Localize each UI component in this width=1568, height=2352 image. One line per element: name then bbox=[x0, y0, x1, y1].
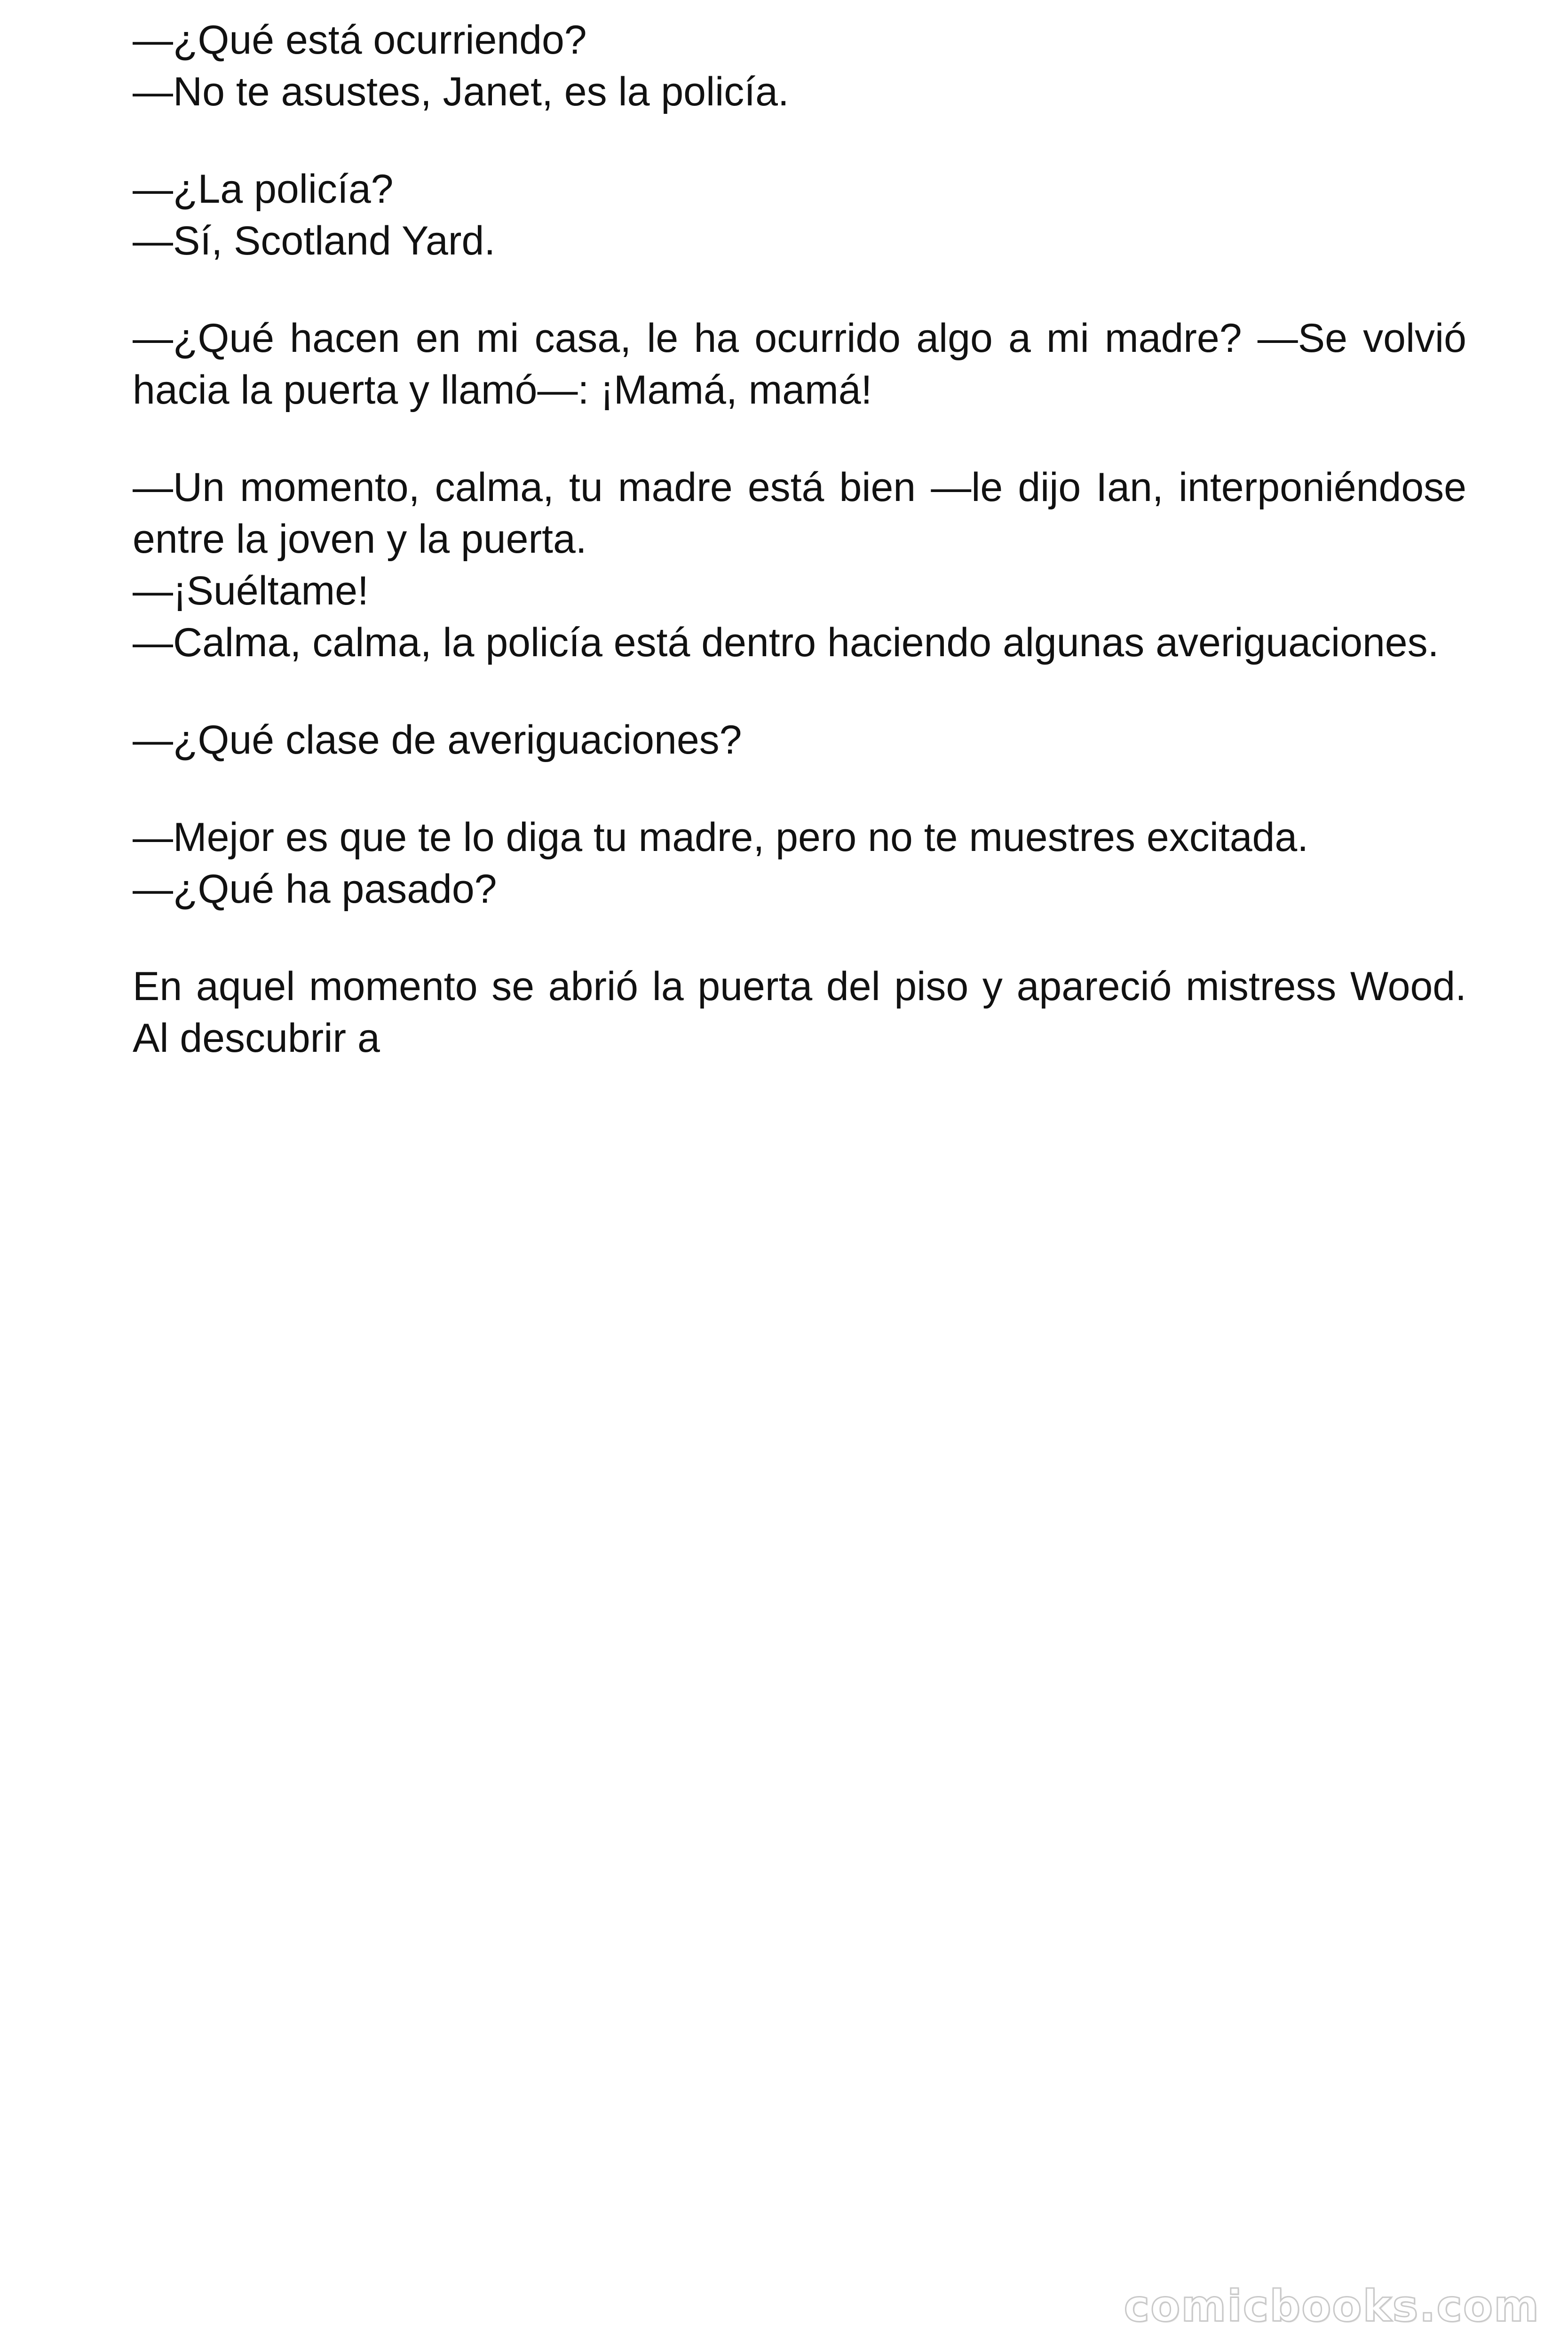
dialogue-line: —¿Qué está ocurriendo? bbox=[133, 17, 587, 63]
dialogue-line: —¿Qué clase de averiguaciones? bbox=[133, 717, 742, 763]
dialogue-paragraph: —Un momento, calma, tu madre está bien —le dijo Ian, interponiéndose entre la joven y la puerta. bbox=[133, 465, 1466, 562]
body-text bbox=[133, 14, 1466, 1064]
dialogue-line: —¡Suéltame! bbox=[133, 568, 369, 613]
dialogue-paragraph: —¿Qué hacen en mi casa, le ha ocurrido algo a mi madre? —Se volvió hacia la puerta y llamó—: ¡Mamá, mamá! bbox=[133, 316, 1466, 413]
dialogue-line: —¿La policía? bbox=[133, 167, 394, 212]
paragraph-gap bbox=[133, 118, 1466, 163]
paragraph-gap bbox=[133, 915, 1466, 961]
paragraph-gap bbox=[133, 267, 1466, 312]
paragraph-gap bbox=[133, 416, 1466, 461]
narrative-paragraph: En aquel momento se abrió la puerta del piso y apareció mistress Wood. Al descubrir a bbox=[133, 964, 1466, 1061]
paragraph-gap bbox=[133, 668, 1466, 714]
dialogue-line: —No te asustes, Janet, es la policía. bbox=[133, 69, 789, 114]
dialogue-line: —¿Qué ha pasado? bbox=[133, 866, 497, 912]
dialogue-line: —Mejor es que te lo diga tu madre, pero no te muestres excitada. bbox=[133, 815, 1309, 860]
paragraph-gap bbox=[133, 766, 1466, 811]
dialogue-line: —Sí, Scotland Yard. bbox=[133, 218, 496, 263]
dialogue-paragraph: —Calma, calma, la policía está dentro haciendo algunas averiguaciones. bbox=[133, 620, 1439, 665]
watermark-logo: comicbooks.com bbox=[1124, 2281, 1540, 2331]
